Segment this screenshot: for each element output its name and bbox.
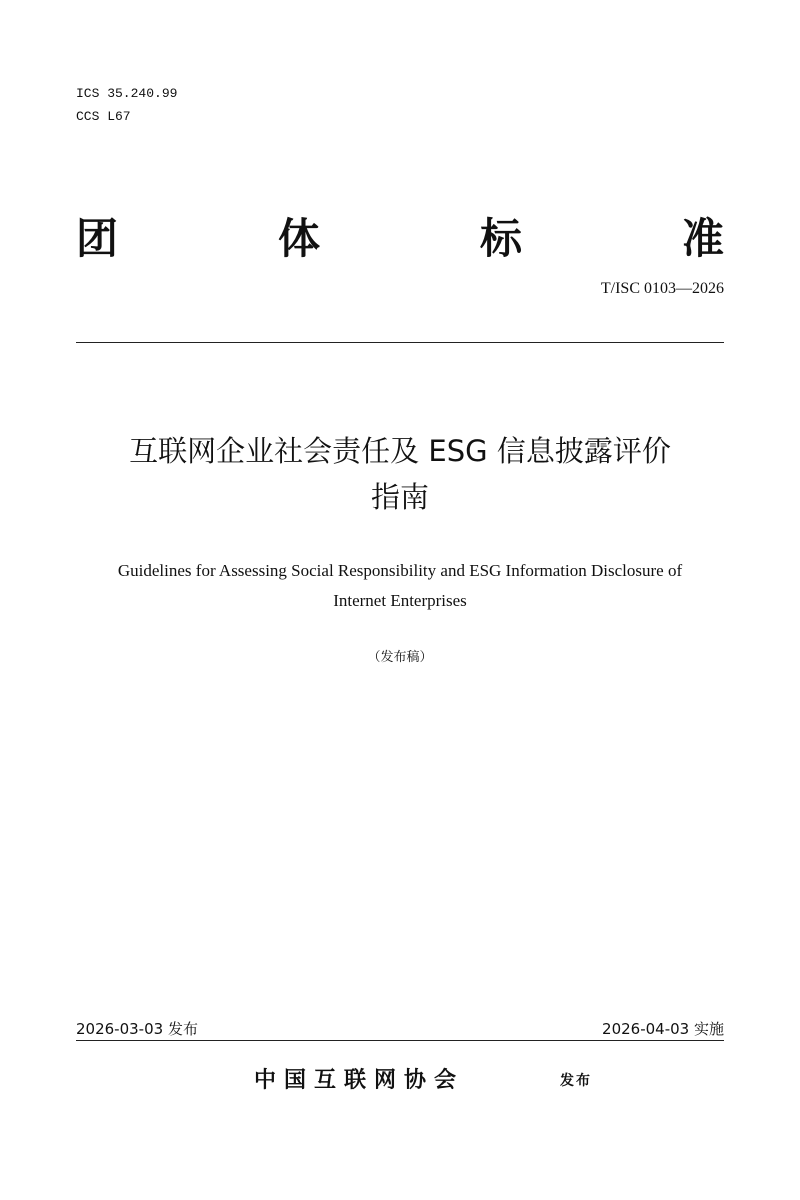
- standard-type-heading: [76, 206, 724, 266]
- release-date: 2026-03-03 发布: [76, 1020, 198, 1038]
- english-title: [40, 556, 760, 616]
- ccs-code: CCS L67: [76, 109, 131, 124]
- chinese-title: [60, 428, 740, 520]
- top-divider: [76, 342, 724, 343]
- standard-type-char: 体: [277, 214, 320, 263]
- bottom-divider: [76, 1040, 724, 1041]
- standard-number: T/ISC 0103—2026: [600, 280, 724, 297]
- publish-label: 发布: [560, 1073, 592, 1089]
- english-title-line: Guidelines for Assessing Social Responsibility and ESG Information Disclosure of: [117, 561, 683, 580]
- standard-type-char: 准: [681, 214, 724, 263]
- draft-status: （发布稿）: [367, 650, 433, 665]
- chinese-title-line: 指南: [370, 480, 429, 514]
- ics-code: ICS 35.240.99: [76, 86, 178, 101]
- classification-codes: [76, 82, 177, 128]
- english-title-line: Internet Enterprises: [333, 591, 467, 610]
- publisher-name: 中国互联网协会: [254, 1068, 465, 1093]
- standard-type-char: 团: [76, 214, 119, 263]
- standard-type-char: 标: [479, 214, 522, 263]
- chinese-title-line: 互联网企业社会责任及 ESG 信息披露评价: [129, 434, 671, 468]
- implementation-date: 2026-04-03 实施: [602, 1020, 724, 1038]
